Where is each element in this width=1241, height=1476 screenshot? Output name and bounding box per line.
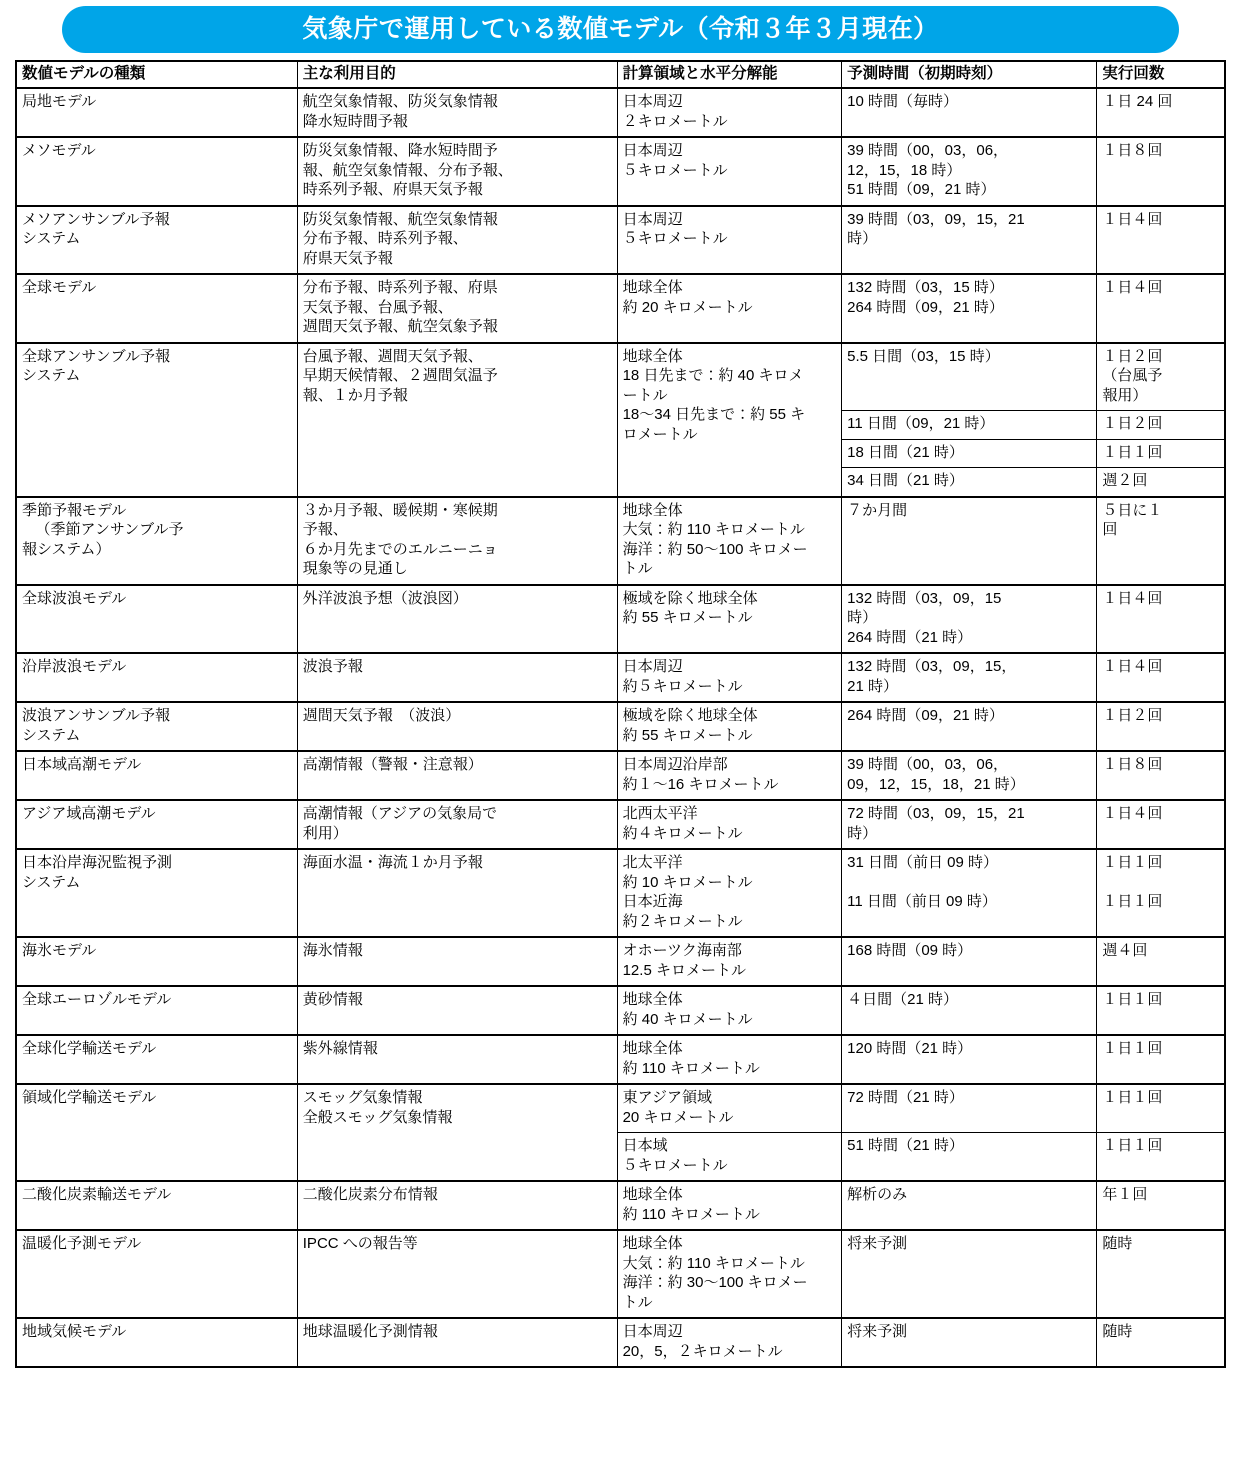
cell-forecast-time: 18 日間（21 時） — [842, 439, 1097, 468]
cell-model-type: 局地モデル — [16, 88, 297, 137]
cell-domain-resolution: 地球全体 大気：約 110 キロメートル 海洋：約 30〜100 キロメー トル — [617, 1230, 842, 1318]
cell-run-count: １日４回 — [1097, 274, 1225, 343]
table-row — [16, 653, 1225, 702]
cell-purpose: 高潮情報（アジアの気象局で 利用） — [297, 800, 617, 849]
cell-purpose: 波浪予報 — [297, 653, 617, 702]
cell-purpose: 黄砂情報 — [297, 986, 617, 1035]
cell-purpose: ３か月予報、暖候期・寒候期 予報、 ６か月先までのエルニーニョ 現象等の見通し — [297, 497, 617, 585]
table-row — [16, 1230, 1225, 1318]
cell-run-count: 随時 — [1097, 1230, 1225, 1318]
cell-model-type: 温暖化予測モデル — [16, 1230, 297, 1318]
cell-model-type: 全球波浪モデル — [16, 585, 297, 654]
cell-forecast-time: 51 時間（21 時） — [842, 1133, 1097, 1182]
cell-domain-resolution: 日本周辺 20，5，２キロメートル — [617, 1318, 842, 1367]
cell-forecast-time: 解析のみ — [842, 1181, 1097, 1230]
cell-forecast-time: 10 時間（毎時） — [842, 88, 1097, 137]
cell-domain-resolution: 日本周辺 ５キロメートル — [617, 137, 842, 206]
cell-purpose: 分布予報、時系列予報、府県 天気予報、台風予報、 週間天気予報、航空気象予報 — [297, 274, 617, 343]
cell-model-type: メソモデル — [16, 137, 297, 206]
cell-model-type: 日本域高潮モデル — [16, 751, 297, 800]
table-row — [16, 137, 1225, 206]
cell-model-type: 地域気候モデル — [16, 1318, 297, 1367]
cell-forecast-time: 132 時間（03，09，15， 21 時） — [842, 653, 1097, 702]
cell-run-count: 随時 — [1097, 1318, 1225, 1367]
table-row — [16, 1181, 1225, 1230]
cell-run-count: １日８回 — [1097, 137, 1225, 206]
table-row — [16, 1084, 1225, 1133]
cell-purpose: 防災気象情報、降水短時間予 報、航空気象情報、分布予報、 時系列予報、府県天気予報 — [297, 137, 617, 206]
table-row — [16, 751, 1225, 800]
cell-domain-resolution: 北太平洋 約 10 キロメートル 日本近海 約２キロメートル — [617, 849, 842, 937]
table-row — [16, 800, 1225, 849]
cell-run-count: １日１回 １日１回 — [1097, 849, 1225, 937]
cell-domain-resolution: 地球全体 約 110 キロメートル — [617, 1181, 842, 1230]
cell-model-type: 日本沿岸海況監視予測 システム — [16, 849, 297, 937]
cell-forecast-time: 39 時間（00，03，06， 12，15，18 時） 51 時間（09，21 時） — [842, 137, 1097, 206]
cell-model-type: 季節予報モデル （季節アンサンブル予 報システム） — [16, 497, 297, 585]
table-row — [16, 343, 1225, 411]
cell-forecast-time: 31 日間（前日 09 時） 11 日間（前日 09 時） — [842, 849, 1097, 937]
cell-purpose: 二酸化炭素分布情報 — [297, 1181, 617, 1230]
table-row — [16, 937, 1225, 986]
cell-forecast-time: 将来予測 — [842, 1318, 1097, 1367]
cell-run-count: １日４回 — [1097, 653, 1225, 702]
column-header-purpose: 主な利用目的 — [297, 61, 617, 88]
table-row — [16, 1318, 1225, 1367]
cell-purpose: 地球温暖化予測情報 — [297, 1318, 617, 1367]
numerical-models-table — [15, 60, 1226, 1368]
table-row — [16, 702, 1225, 751]
column-header-run-count: 実行回数 — [1097, 61, 1225, 88]
cell-purpose: 防災気象情報、航空気象情報 分布予報、時系列予報、 府県天気予報 — [297, 206, 617, 275]
cell-forecast-time: 168 時間（09 時） — [842, 937, 1097, 986]
title-banner — [62, 6, 1179, 53]
cell-forecast-time: 39 時間（00，03，06， 09，12，15，18，21 時） — [842, 751, 1097, 800]
cell-domain-resolution: 日本周辺 ５キロメートル — [617, 206, 842, 275]
cell-purpose: 紫外線情報 — [297, 1035, 617, 1084]
cell-purpose: 週間天気予報 （波浪） — [297, 702, 617, 751]
cell-run-count: 年１回 — [1097, 1181, 1225, 1230]
cell-run-count: １日１回 — [1097, 1035, 1225, 1084]
cell-model-type: 波浪アンサンブル予報 システム — [16, 702, 297, 751]
cell-purpose: 台風予報、週間天気予報、 早期天候情報、２週間気温予 報、１か月予報 — [297, 343, 617, 497]
cell-domain-resolution: 日本域 ５キロメートル — [617, 1133, 842, 1182]
cell-domain-resolution: 地球全体 18 日先まで：約 40 キロメ ートル 18〜34 日先まで：約 55 キ ロメートル — [617, 343, 842, 497]
table-wrap — [0, 60, 1241, 1368]
cell-run-count: １日２回 — [1097, 411, 1225, 440]
table-row — [16, 206, 1225, 275]
cell-run-count: １日４回 — [1097, 206, 1225, 275]
cell-domain-resolution: 極域を除く地球全体 約 55 キロメートル — [617, 702, 842, 751]
cell-domain-resolution: 日本周辺 約５キロメートル — [617, 653, 842, 702]
cell-domain-resolution: 日本周辺沿岸部 約１〜16 キロメートル — [617, 751, 842, 800]
cell-forecast-time: ４日間（21 時） — [842, 986, 1097, 1035]
cell-model-type: 全球アンサンブル予報 システム — [16, 343, 297, 497]
cell-forecast-time: 120 時間（21 時） — [842, 1035, 1097, 1084]
cell-run-count: １日８回 — [1097, 751, 1225, 800]
cell-run-count: １日１回 — [1097, 1084, 1225, 1133]
cell-domain-resolution: オホーツク海南部 12.5 キロメートル — [617, 937, 842, 986]
cell-purpose: スモッグ気象情報 全般スモッグ気象情報 — [297, 1084, 617, 1181]
cell-domain-resolution: 極域を除く地球全体 約 55 キロメートル — [617, 585, 842, 654]
cell-model-type: 全球モデル — [16, 274, 297, 343]
cell-domain-resolution: 地球全体 約 40 キロメートル — [617, 986, 842, 1035]
cell-forecast-time: 11 日間（09，21 時） — [842, 411, 1097, 440]
cell-run-count: １日４回 — [1097, 585, 1225, 654]
table-body — [16, 88, 1225, 1367]
cell-purpose: 海氷情報 — [297, 937, 617, 986]
cell-model-type: メソアンサンブル予報 システム — [16, 206, 297, 275]
cell-purpose: 外洋波浪予想（波浪図） — [297, 585, 617, 654]
table-row — [16, 1035, 1225, 1084]
cell-run-count: １日１回 — [1097, 986, 1225, 1035]
cell-purpose: 航空気象情報、防災気象情報 降水短時間予報 — [297, 88, 617, 137]
cell-model-type: 領域化学輸送モデル — [16, 1084, 297, 1181]
cell-model-type: 全球化学輸送モデル — [16, 1035, 297, 1084]
cell-model-type: 海氷モデル — [16, 937, 297, 986]
cell-model-type: 全球エーロゾルモデル — [16, 986, 297, 1035]
table-header-row — [16, 61, 1225, 88]
cell-run-count: 週２回 — [1097, 468, 1225, 497]
cell-run-count: １日２回 — [1097, 702, 1225, 751]
table-row — [16, 274, 1225, 343]
cell-forecast-time: 5.5 日間（03，15 時） — [842, 343, 1097, 411]
cell-model-type: 沿岸波浪モデル — [16, 653, 297, 702]
cell-run-count: １日１回 — [1097, 1133, 1225, 1182]
cell-domain-resolution: 地球全体 約 110 キロメートル — [617, 1035, 842, 1084]
cell-forecast-time: 72 時間（21 時） — [842, 1084, 1097, 1133]
cell-forecast-time: 39 時間（03，09，15，21 時） — [842, 206, 1097, 275]
cell-domain-resolution: 東アジア領域 20 キロメートル — [617, 1084, 842, 1133]
cell-domain-resolution: 日本周辺 ２キロメートル — [617, 88, 842, 137]
table-row — [16, 497, 1225, 585]
cell-model-type: 二酸化炭素輸送モデル — [16, 1181, 297, 1230]
table-head — [16, 61, 1225, 88]
cell-run-count: １日１回 — [1097, 439, 1225, 468]
table-row — [16, 849, 1225, 937]
cell-forecast-time: ７か月間 — [842, 497, 1097, 585]
cell-forecast-time: 132 時間（03，15 時） 264 時間（09，21 時） — [842, 274, 1097, 343]
cell-forecast-time: 72 時間（03，09，15，21 時） — [842, 800, 1097, 849]
table-row — [16, 986, 1225, 1035]
cell-purpose: 海面水温・海流１か月予報 — [297, 849, 617, 937]
cell-domain-resolution: 北西太平洋 約４キロメートル — [617, 800, 842, 849]
table-row — [16, 88, 1225, 137]
column-header-forecast-time: 予測時間（初期時刻） — [842, 61, 1097, 88]
cell-run-count: １日２回 （台風予 報用） — [1097, 343, 1225, 411]
cell-forecast-time: 34 日間（21 時） — [842, 468, 1097, 497]
cell-forecast-time: 264 時間（09，21 時） — [842, 702, 1097, 751]
title-banner-wrap — [0, 0, 1241, 60]
cell-purpose: 高潮情報（警報・注意報） — [297, 751, 617, 800]
column-header-domain-resolution: 計算領域と水平分解能 — [617, 61, 842, 88]
cell-run-count: １日４回 — [1097, 800, 1225, 849]
cell-domain-resolution: 地球全体 大気：約 110 キロメートル 海洋：約 50〜100 キロメー トル — [617, 497, 842, 585]
column-header-model-type: 数値モデルの種類 — [16, 61, 297, 88]
cell-forecast-time: 132 時間（03，09，15 時） 264 時間（21 時） — [842, 585, 1097, 654]
cell-run-count: １日 24 回 — [1097, 88, 1225, 137]
table-row — [16, 585, 1225, 654]
cell-domain-resolution: 地球全体 約 20 キロメートル — [617, 274, 842, 343]
cell-model-type: アジア域高潮モデル — [16, 800, 297, 849]
cell-forecast-time: 将来予測 — [842, 1230, 1097, 1318]
cell-run-count: ５日に１ 回 — [1097, 497, 1225, 585]
cell-run-count: 週４回 — [1097, 937, 1225, 986]
cell-purpose: IPCC への報告等 — [297, 1230, 617, 1318]
page-title: 気象庁で運用している数値モデル（令和３年３月現在） — [302, 15, 939, 43]
